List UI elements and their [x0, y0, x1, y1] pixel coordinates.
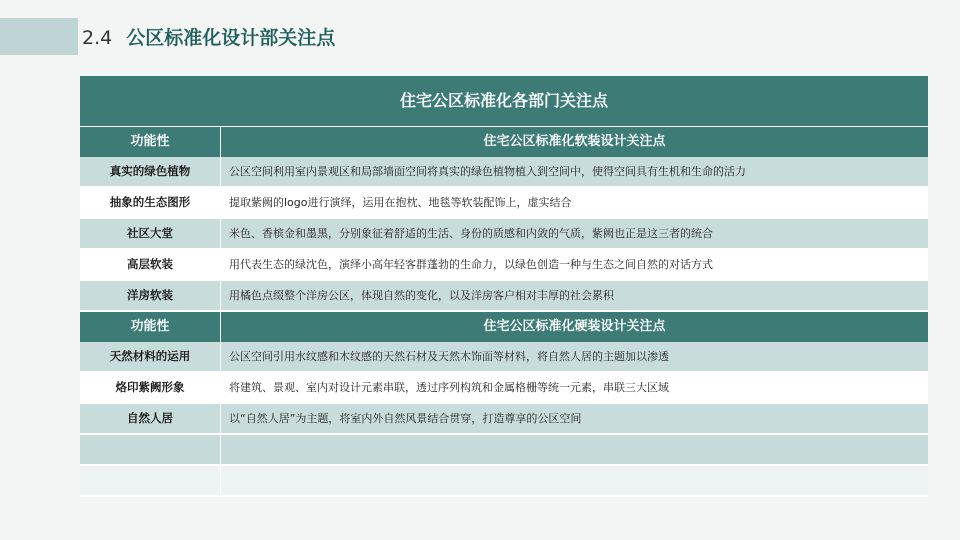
table-row: [80, 157, 928, 188]
row-label: 抽象的生态图形: [80, 188, 221, 217]
row-label: 真实的绿色植物: [80, 157, 221, 186]
table-row: [80, 373, 928, 404]
row-text: 用橘色点缀整个洋房公区，体现自然的变化，以及洋房客户相对丰厚的社会累积: [229, 289, 614, 302]
row-text: 公区空间引用水纹感和木纹感的天然石材及天然木饰面等材料，将自然人居的主题加以渗透: [229, 350, 669, 363]
table-row: [80, 342, 928, 373]
table-title: 住宅公区标准化各部门关注点: [80, 76, 928, 127]
soft-header-col1: 功能性: [80, 127, 221, 157]
empty-cell: [221, 466, 928, 495]
row-text: 米色、香槟金和墨黑，分别象征着舒适的生活、身份的质感和内敛的气质，紫阙也正是这三者的统合: [229, 227, 713, 240]
row-text: 用代表生态的绿沈色，演绎小高年轻客群蓬勃的生命力，以绿色创造一种与生态之间自然的对话方式: [229, 258, 713, 271]
row-text: 提取紫阙的logo进行演绎，运用在抱枕、地毯等软装配饰上，虚实结合: [229, 196, 572, 209]
empty-cell: [80, 435, 221, 464]
empty-cell: [80, 466, 221, 495]
table-row: [80, 250, 928, 281]
row-label: 天然材料的运用: [80, 342, 221, 371]
hard-section-header: [80, 312, 928, 342]
section-title: 公区标准化设计部关注点: [126, 27, 336, 49]
hard-header-col1: 功能性: [80, 312, 221, 342]
row-label: 洋房软装: [80, 281, 221, 310]
row-label: 高层软装: [80, 250, 221, 279]
row-label: 烙印紫阙形象: [80, 373, 221, 402]
table-row: [80, 219, 928, 250]
soft-header-col2: 住宅公区标准化软装设计关注点: [483, 134, 666, 149]
table-row: [80, 404, 928, 435]
hard-header-col2: 住宅公区标准化硬装设计关注点: [483, 319, 666, 334]
focus-points-table: [80, 76, 928, 497]
section-number: 2.4: [82, 27, 113, 49]
empty-cell: [221, 435, 928, 464]
row-label: 自然人居: [80, 404, 221, 433]
row-text: 以“自然人居”为主题，将室内外自然风景结合贯穿，打造尊享的公区空间: [229, 412, 582, 425]
table-row: [80, 281, 928, 312]
title-accent-block: [0, 18, 78, 55]
empty-table-row: [80, 466, 928, 497]
row-text: 将建筑、景观、室内对设计元素串联，透过序列构筑和金属格栅等统一元素，串联三大区域: [229, 381, 669, 394]
soft-section-header: [80, 127, 928, 157]
table-row: [80, 188, 928, 219]
row-text: 公区空间利用室内景观区和局部墙面空间将真实的绿色植物植入到空间中，使得空间具有生机和生命的活力: [229, 165, 746, 178]
page-title: [82, 24, 335, 52]
row-label: 社区大堂: [80, 219, 221, 248]
empty-table-row: [80, 435, 928, 466]
